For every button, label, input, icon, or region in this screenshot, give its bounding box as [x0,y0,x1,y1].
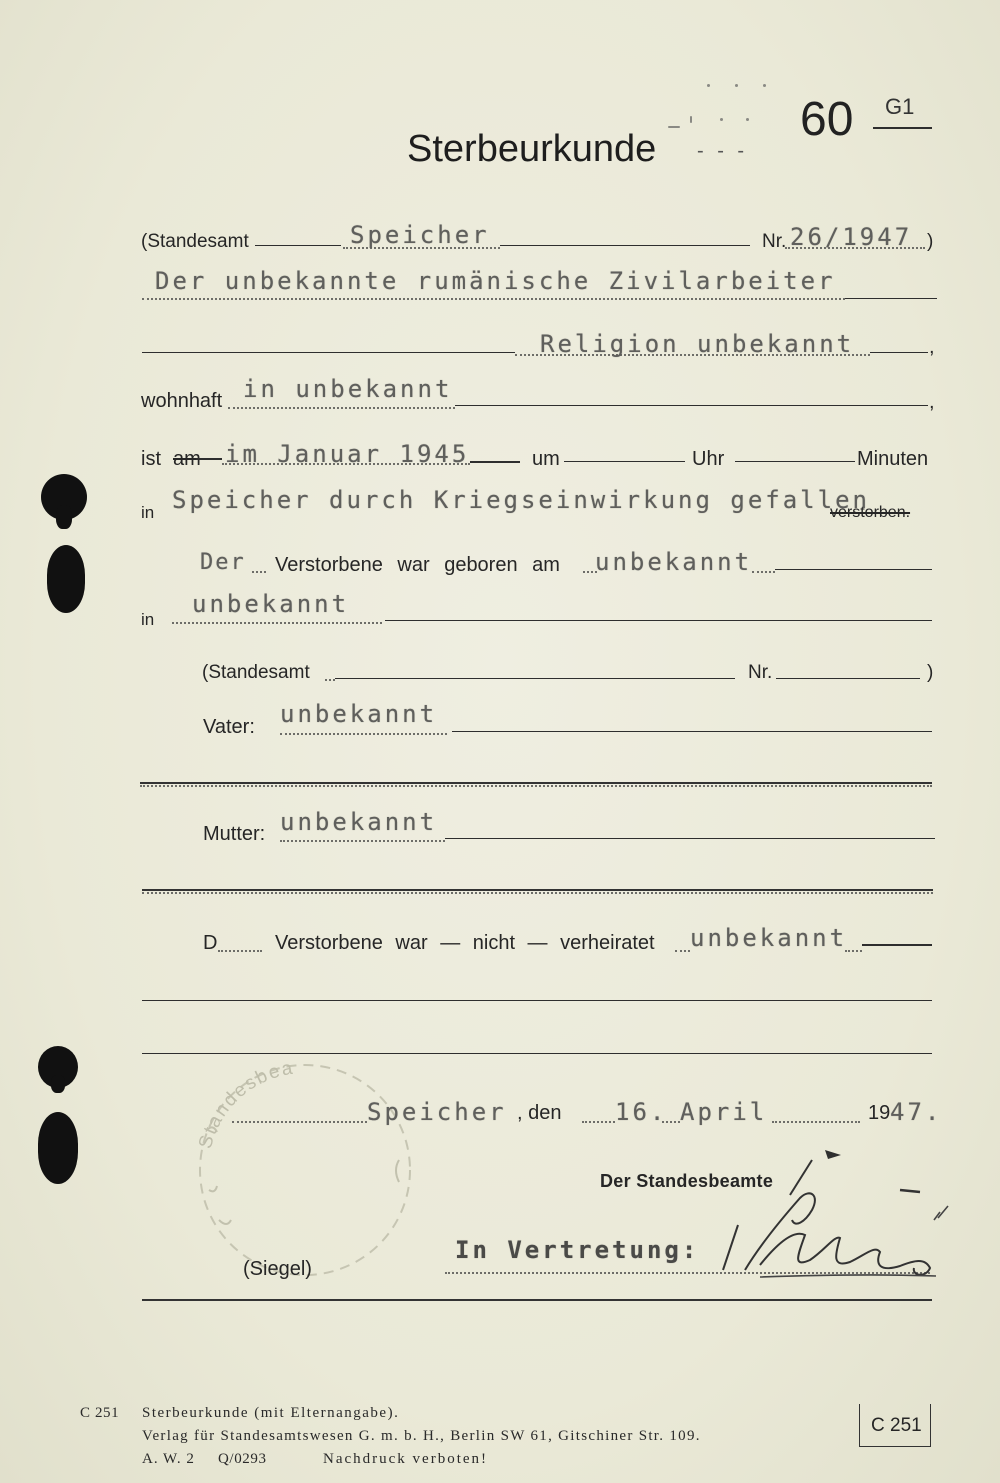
official-title: Der Standesbeamte [600,1171,774,1191]
rule-line [142,352,515,353]
residence-label: wohnhaft [141,390,223,412]
dotted-leader [172,622,382,624]
mother-value: unbekannt [280,808,438,836]
mother-label: Mutter: [203,823,266,845]
stamp-lettering-path: Standesbea [195,1057,296,1151]
punch-hole [38,1112,78,1184]
rule-line [142,1000,932,1001]
dotted-leader [280,733,447,735]
father-value: unbekannt [280,700,438,728]
rule-line [255,245,341,246]
minuten-label: Minuten [857,448,929,470]
registry-number-label: Nr. [762,231,787,252]
punch-hole [47,545,85,613]
marital-label: Verstorbene war — nicht — verheiratet [275,932,655,954]
form-code-box-label: C 251 [871,1415,922,1436]
dotted-leader [675,950,690,952]
title-dashes: - - - [697,140,749,162]
death-place-in-label: in [141,503,155,522]
footer-form-code: C 251 [80,1405,120,1421]
um-label: um [532,448,560,470]
rule-line [870,352,928,353]
marital-status-value: unbekannt [690,924,848,952]
father-label: Vater: [203,716,255,738]
registry-number-value: 26/1947 [790,223,913,251]
residence-value: in unbekannt [243,375,453,403]
dotted-leader [845,950,862,952]
rule-line [776,678,920,679]
pencil-mark [720,118,723,121]
dotted-leader [232,1121,367,1123]
birth-office-label: (Standesamt [202,662,310,683]
rule-line [470,461,520,463]
rule-line [862,944,932,946]
rule-line [564,461,685,462]
birth-place-in-label: in [141,610,155,629]
dotted-leader [772,1121,860,1123]
official-stamp [185,1050,425,1290]
birth-date-value: unbekannt [595,548,753,576]
dotted-leader [582,1121,615,1123]
den-label: , den [517,1102,562,1124]
punch-hole-tail [56,505,72,529]
signature-stroke [760,1234,930,1275]
stamp-mark [209,1186,217,1191]
rule-line [735,461,855,462]
birth-place-value: unbekannt [192,590,350,618]
marital-article: D [203,932,218,954]
deceased-name: Der unbekannte rumänische Zivilarbeiter [155,267,836,295]
seal-label: (Siegel) [243,1258,312,1280]
register-code: G1 [885,94,915,119]
rule-line [452,731,932,732]
rule-line [385,620,932,621]
document-title: Sterbeurkunde [407,128,657,170]
pencil-mark [668,126,680,128]
stamp-lettering [195,1058,296,1151]
rule-line [845,298,937,299]
footer-form-title: Sterbeurkunde (mit Elternangabe). [142,1405,400,1421]
death-place-value: Speicher durch Kriegseinwirkung gefallen [172,486,870,514]
uhr-label: Uhr [692,448,725,470]
issuance-day: 16. [615,1098,668,1126]
footer-notice: Nachdruck verboten! [323,1451,489,1467]
registry-office-label: (Standesamt [141,231,249,252]
dotted-leader [752,571,775,573]
dotted-leader [325,679,335,681]
religion-value: Religion unbekannt [540,330,855,358]
rule-line [142,1299,932,1301]
dotted-leader [280,840,445,842]
handwritten-signature [700,1140,960,1290]
dotted-leader [142,892,933,894]
footer-publisher: Verlag für Standesamtswesen G. m. b. H., Berlin SW 61, Gitschiner Str. 109. [142,1428,701,1444]
stamp-mark [219,1220,231,1224]
verstorben-struck: verstorben. [830,504,911,521]
register-code-underline [873,127,932,129]
close-paren: ) [927,231,934,252]
dotted-leader [252,571,266,573]
signature-stroke [745,1193,815,1270]
death-date-value: im Januar 1945 [225,440,470,468]
signature-stroke [934,1206,948,1220]
footer-order-code: Q/0293 [218,1451,267,1467]
deputy-note: In Vertretung: [455,1236,700,1264]
signature-stroke [790,1160,812,1195]
signature-stroke [760,1275,936,1277]
close-paren: ) [927,662,934,683]
issuance-place: Speicher [367,1098,507,1126]
rule-line [142,889,933,891]
stamp-mark [396,1160,399,1182]
dotted-leader [140,785,932,787]
rule-line [335,678,735,679]
footer-edition: A. W. 2 [142,1451,195,1467]
registry-office-value: Speicher [350,221,490,249]
religion-comma: , [929,336,935,358]
register-number: 60 [800,93,854,146]
issuance-month: April [680,1098,768,1126]
issuance-year-prefix: 19 [868,1102,891,1124]
pencil-mark [763,84,766,87]
dotted-leader [228,407,455,409]
punch-hole-tail [51,1075,65,1093]
rule-line [445,838,935,839]
issuance-year-suffix: 47. [890,1098,943,1126]
birth-number-label: Nr. [748,662,773,683]
residence-comma: , [929,391,935,413]
rule-line [500,245,750,246]
dotted-leader [218,950,262,952]
signature-stroke [723,1225,738,1270]
dotted-leader [662,1121,680,1123]
am-label-struck: am [173,448,201,470]
rule-line [455,405,928,406]
signature-stroke [900,1190,920,1192]
birth-article: Der [200,550,246,575]
signature-stroke [825,1150,841,1159]
strike-dash [196,458,222,460]
pencil-mark [735,84,738,87]
ist-label: ist [141,448,161,470]
rule-line [775,569,932,570]
pencil-mark [707,84,710,87]
rule-line [140,782,932,784]
pencil-mark [746,118,749,121]
pencil-mark [690,116,692,123]
dotted-leader [142,298,845,300]
birth-label: Verstorbene war geboren am [275,554,560,576]
